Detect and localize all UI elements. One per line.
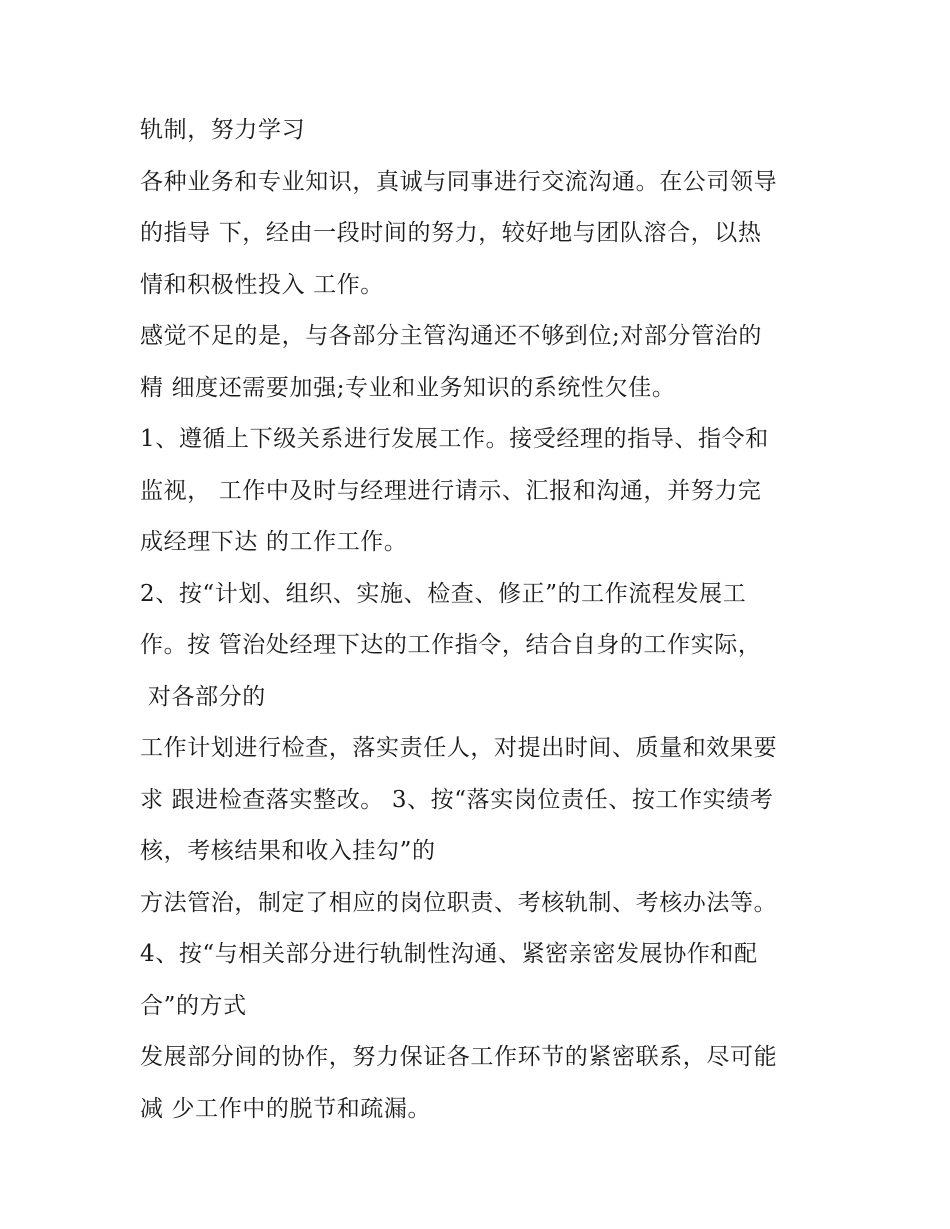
text-line: 感觉不足的是，与各部分主管沟通还不够到位;对部分管治的	[140, 323, 762, 349]
text-line: 工作计划进行检查，落实责任人，对提出时间、质量和效果要	[140, 735, 778, 761]
text-line: 方法管治，制定了相应的岗位职责、考核轨制、考核办法等。	[140, 889, 778, 916]
text-line: 核，考核结果和收入挂勾”的	[140, 838, 436, 864]
document-body	[140, 108, 830, 1138]
text-line: 各种业务和专业知识，真诚与同事进行交流沟通。在公司领导	[140, 168, 778, 195]
text-line: 合”的方式	[140, 992, 247, 1019]
text-line: 成经理下达 的工作工作。	[140, 529, 408, 555]
text-line: 发展部分间的协作，努力保证各工作环节的紧密联系，尽可能	[140, 1044, 778, 1070]
text-line: 2、按“计划、组织、实施、检查、修正”的工作流程发展工	[140, 580, 747, 607]
text-line: 的指导 下，经由一段时间的努力，较好地与团队溶合，以热	[140, 220, 762, 246]
text-line: 对各部分的	[140, 683, 266, 710]
text-line: 求 跟进检查落实整改。 3、按“落实岗位责任、按工作实绩考	[140, 786, 774, 813]
text-line: 监视， 工作中及时与经理进行请示、汇报和沟通，并努力完	[140, 477, 762, 504]
text-line: 1、遵循上下级关系进行发展工作。接受经理的指导、指令和	[140, 426, 769, 452]
text-line: 减 少工作中的脱节和疏漏。	[140, 1095, 432, 1122]
text-line: 情和积极性投入 工作。	[140, 271, 384, 298]
text-line: 精 细度还需要加强;专业和业务知识的系统性欠佳。	[140, 374, 676, 401]
text-line: 轨制，努力学习	[140, 117, 306, 143]
text-line: 4、按“与相关部分进行轨制性沟通、紧密亲密发展协作和配	[140, 941, 758, 967]
text-line: 作。按 管治处经理下达的工作指令，结合自身的工作实际，	[140, 632, 762, 658]
